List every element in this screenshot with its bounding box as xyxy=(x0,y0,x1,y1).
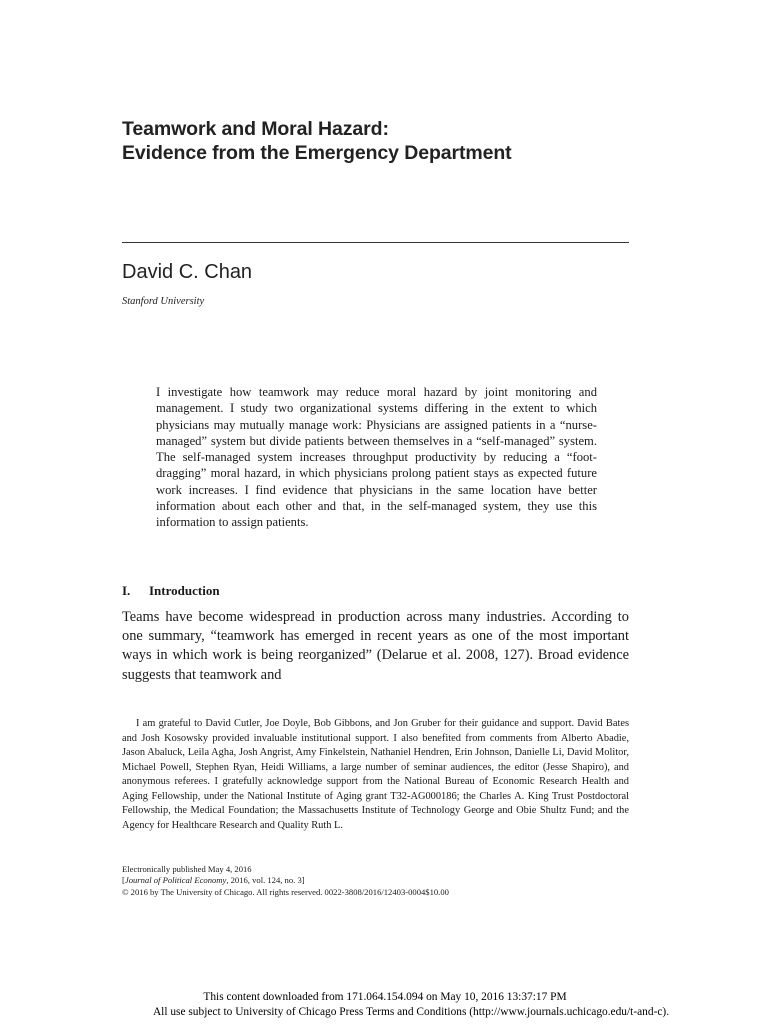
journal-volume-issue: , 2016, vol. 124, no. 3] xyxy=(226,875,305,886)
abstract: I investigate how teamwork may reduce moral hazard by joint monitoring and management. I study two organizational systems differing in the extent to which physicians may mutually manage work: Physicians are assigned patients in a “nurse-managed” system but divide patients between themselves in a “self-managed” system. The self-managed system increases throughput productivity by reducing a “foot-dragging” moral hazard, in which physicians prolong patient stays as expected future work increases. I find evidence that physicians in the same location have better information about each other and that, in the self-managed system, they use this information to assign patients. xyxy=(156,385,597,530)
citation-bracket: [ xyxy=(122,875,125,886)
section-title: Introduction xyxy=(149,583,220,598)
article-title xyxy=(122,117,642,165)
article-title-line-1: Teamwork and Moral Hazard: xyxy=(122,118,389,140)
title-divider xyxy=(122,242,629,243)
copyright-line: © 2016 by The University of Chicago. All rights reserved. 0022-3808/2016/12403-0004$10.00 xyxy=(122,886,449,897)
journal-name: Journal of Political Economy xyxy=(124,875,227,886)
section-number: I. xyxy=(122,583,131,598)
download-line: This content downloaded from 171.064.154.094 on May 10, 2016 13:37:17 PM xyxy=(203,991,567,1003)
article-title-line-2: Evidence from the Emergency Department xyxy=(122,142,512,164)
publication-info xyxy=(122,864,629,898)
journal-citation xyxy=(122,875,629,886)
acknowledgment-footnote: I am grateful to David Cutler, Joe Doyle, Bob Gibbons, and Jon Gruber for their guidance and support. David Bates and Josh Kosowsky provided invaluable institutional support. I also benefited from comments from Alberto Abadie, Jason Abaluck, Leila Agha, Josh Angrist, Amy Finkelstein, Nathaniel Hendren, Erin Johnson, Danielle Li, David Molitor, Michael Powell, Stephen Ryan, Heidi Williams, a large number of seminar audiences, the editor (Jesse Shapiro), and anonymous referees. I gratefully acknowledge support from the National Bureau of Economic Research Health and Aging Fellowship, under the National Institute of Aging grant T32-AG000186; the Charles A. King Trust Postdoctoral Fellowship, the Medical Foundation; the Massachusetts Institute of Technology George and Obie Shultz Fund; and the Agency for Healthcare Research and Quality Ruth L. xyxy=(122,718,629,831)
author-name: David C. Chan xyxy=(122,261,253,283)
section-heading xyxy=(122,583,220,599)
electronic-publication-date: Electronically published May 4, 2016 xyxy=(122,864,252,874)
terms-line: All use subject to University of Chicago Press Terms and Conditions (http://www.journals.uchicago.edu/t-and-c). xyxy=(152,1006,670,1018)
introduction-paragraph: Teams have become widespread in production across many industries. According to one summary, “teamwork has emerged in recent years as one of the most important ways in which work is being reorganized” (Delarue et al. 2008, 127). Broad evidence suggests that teamwork and xyxy=(122,609,629,683)
download-notice xyxy=(0,990,770,1020)
author-affiliation: Stanford University xyxy=(122,296,205,307)
